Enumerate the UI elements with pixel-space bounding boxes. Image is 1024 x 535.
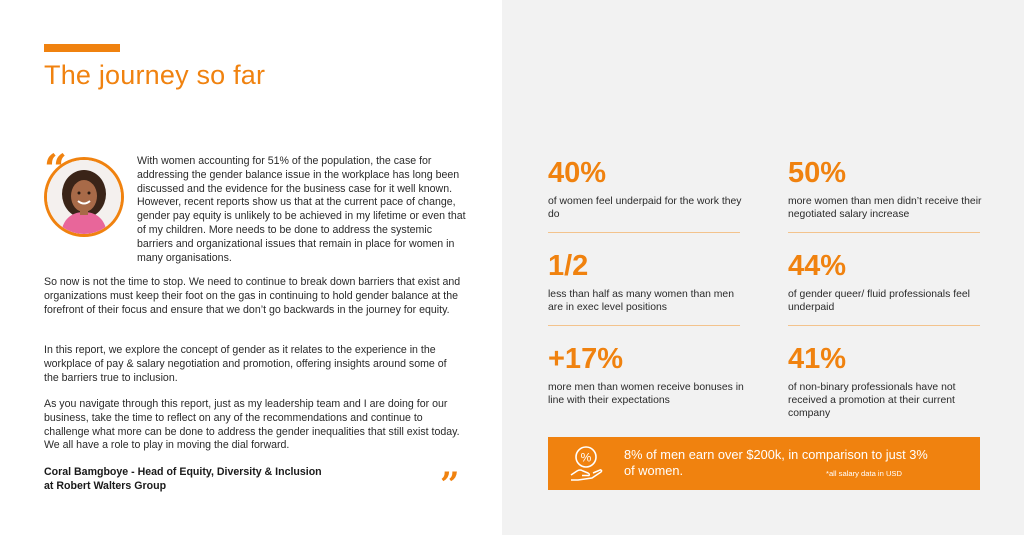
open-quote-icon: “ bbox=[44, 146, 68, 193]
divider bbox=[548, 232, 740, 233]
signature-name-role: Coral Bamgboye - Head of Equity, Diversity & Inclusion bbox=[44, 466, 322, 478]
banner-text: 8% of men earn over $200k, in comparison to just 3% of women. bbox=[624, 447, 928, 478]
stat-item bbox=[548, 250, 748, 314]
quote-paragraph-1: With women accounting for 51% of the population, the case for addressing the gender balance issue in the workplace has long been discussed and the evidence for the business case for it well known. However, recent reports show us that at the current pace of change, gender pay equity is unlikely to be achieved in my lifetime or even that of my children. More needs to be done to address the systemic barriers and organizational issues that remain in place for women in many organisations. bbox=[137, 155, 466, 264]
signature bbox=[44, 465, 374, 493]
stat-item bbox=[548, 157, 748, 221]
stat-value: 41% bbox=[788, 343, 847, 375]
banner-footnote: *all salary data in USD bbox=[826, 469, 902, 478]
stat-description: of gender queer/ fluid professionals feel underpaid bbox=[788, 289, 970, 314]
stat-value: 1/2 bbox=[548, 250, 589, 282]
page-title: The journey so far bbox=[44, 60, 266, 90]
stat-description: more women than men didn’t receive their negotiated salary increase bbox=[788, 196, 982, 221]
quote-paragraph-2: So now is not the time to stop. We need to continue to break down barriers that exist and organizations must keep their foot on the gas in continuing to hold gender balance at the forefront of their focus and ensure that we don’t go backwards in the journey for equity. bbox=[44, 276, 461, 316]
stat-value: 44% bbox=[788, 250, 847, 282]
quote-paragraph-3: In this report, we explore the concept of gender as it relates to the experience in the workplace of pay & salary negotiation and promotion, offering insights around some of the barriers true to inclusion. bbox=[44, 344, 447, 384]
divider bbox=[788, 232, 980, 233]
salary-banner bbox=[548, 437, 980, 490]
signature-company: at Robert Walters Group bbox=[44, 480, 167, 492]
stat-value: 50% bbox=[788, 157, 847, 189]
divider bbox=[548, 325, 740, 326]
stat-item bbox=[788, 343, 988, 421]
quote-paragraph-4: As you navigate through this report, just as my leadership team and I are doing for our business, take the time to reflect on any of the recommendations and continue to challenge what more can be done to address the gender inequalities that still exist today. We all have a role to play in moving the dial forward. bbox=[44, 398, 460, 452]
stat-description: of women feel underpaid for the work they do bbox=[548, 196, 742, 221]
percent-hand-icon bbox=[568, 444, 604, 484]
stat-item bbox=[548, 343, 748, 407]
close-quote-icon: ” bbox=[440, 465, 460, 505]
intro-panel bbox=[0, 0, 502, 535]
stat-value: 40% bbox=[548, 157, 607, 189]
divider bbox=[788, 325, 980, 326]
accent-bar bbox=[44, 44, 120, 52]
stat-item bbox=[788, 157, 988, 221]
stat-description: less than half as many women than men are in exec level positions bbox=[548, 289, 734, 314]
stat-description: more men than women receive bonuses in line with their expectations bbox=[548, 382, 744, 407]
stat-description: of non-binary professionals have not received a promotion at their current company bbox=[788, 382, 956, 420]
svg-text:%: % bbox=[580, 450, 592, 465]
stat-value: +17% bbox=[548, 343, 623, 375]
stat-item bbox=[788, 250, 988, 314]
